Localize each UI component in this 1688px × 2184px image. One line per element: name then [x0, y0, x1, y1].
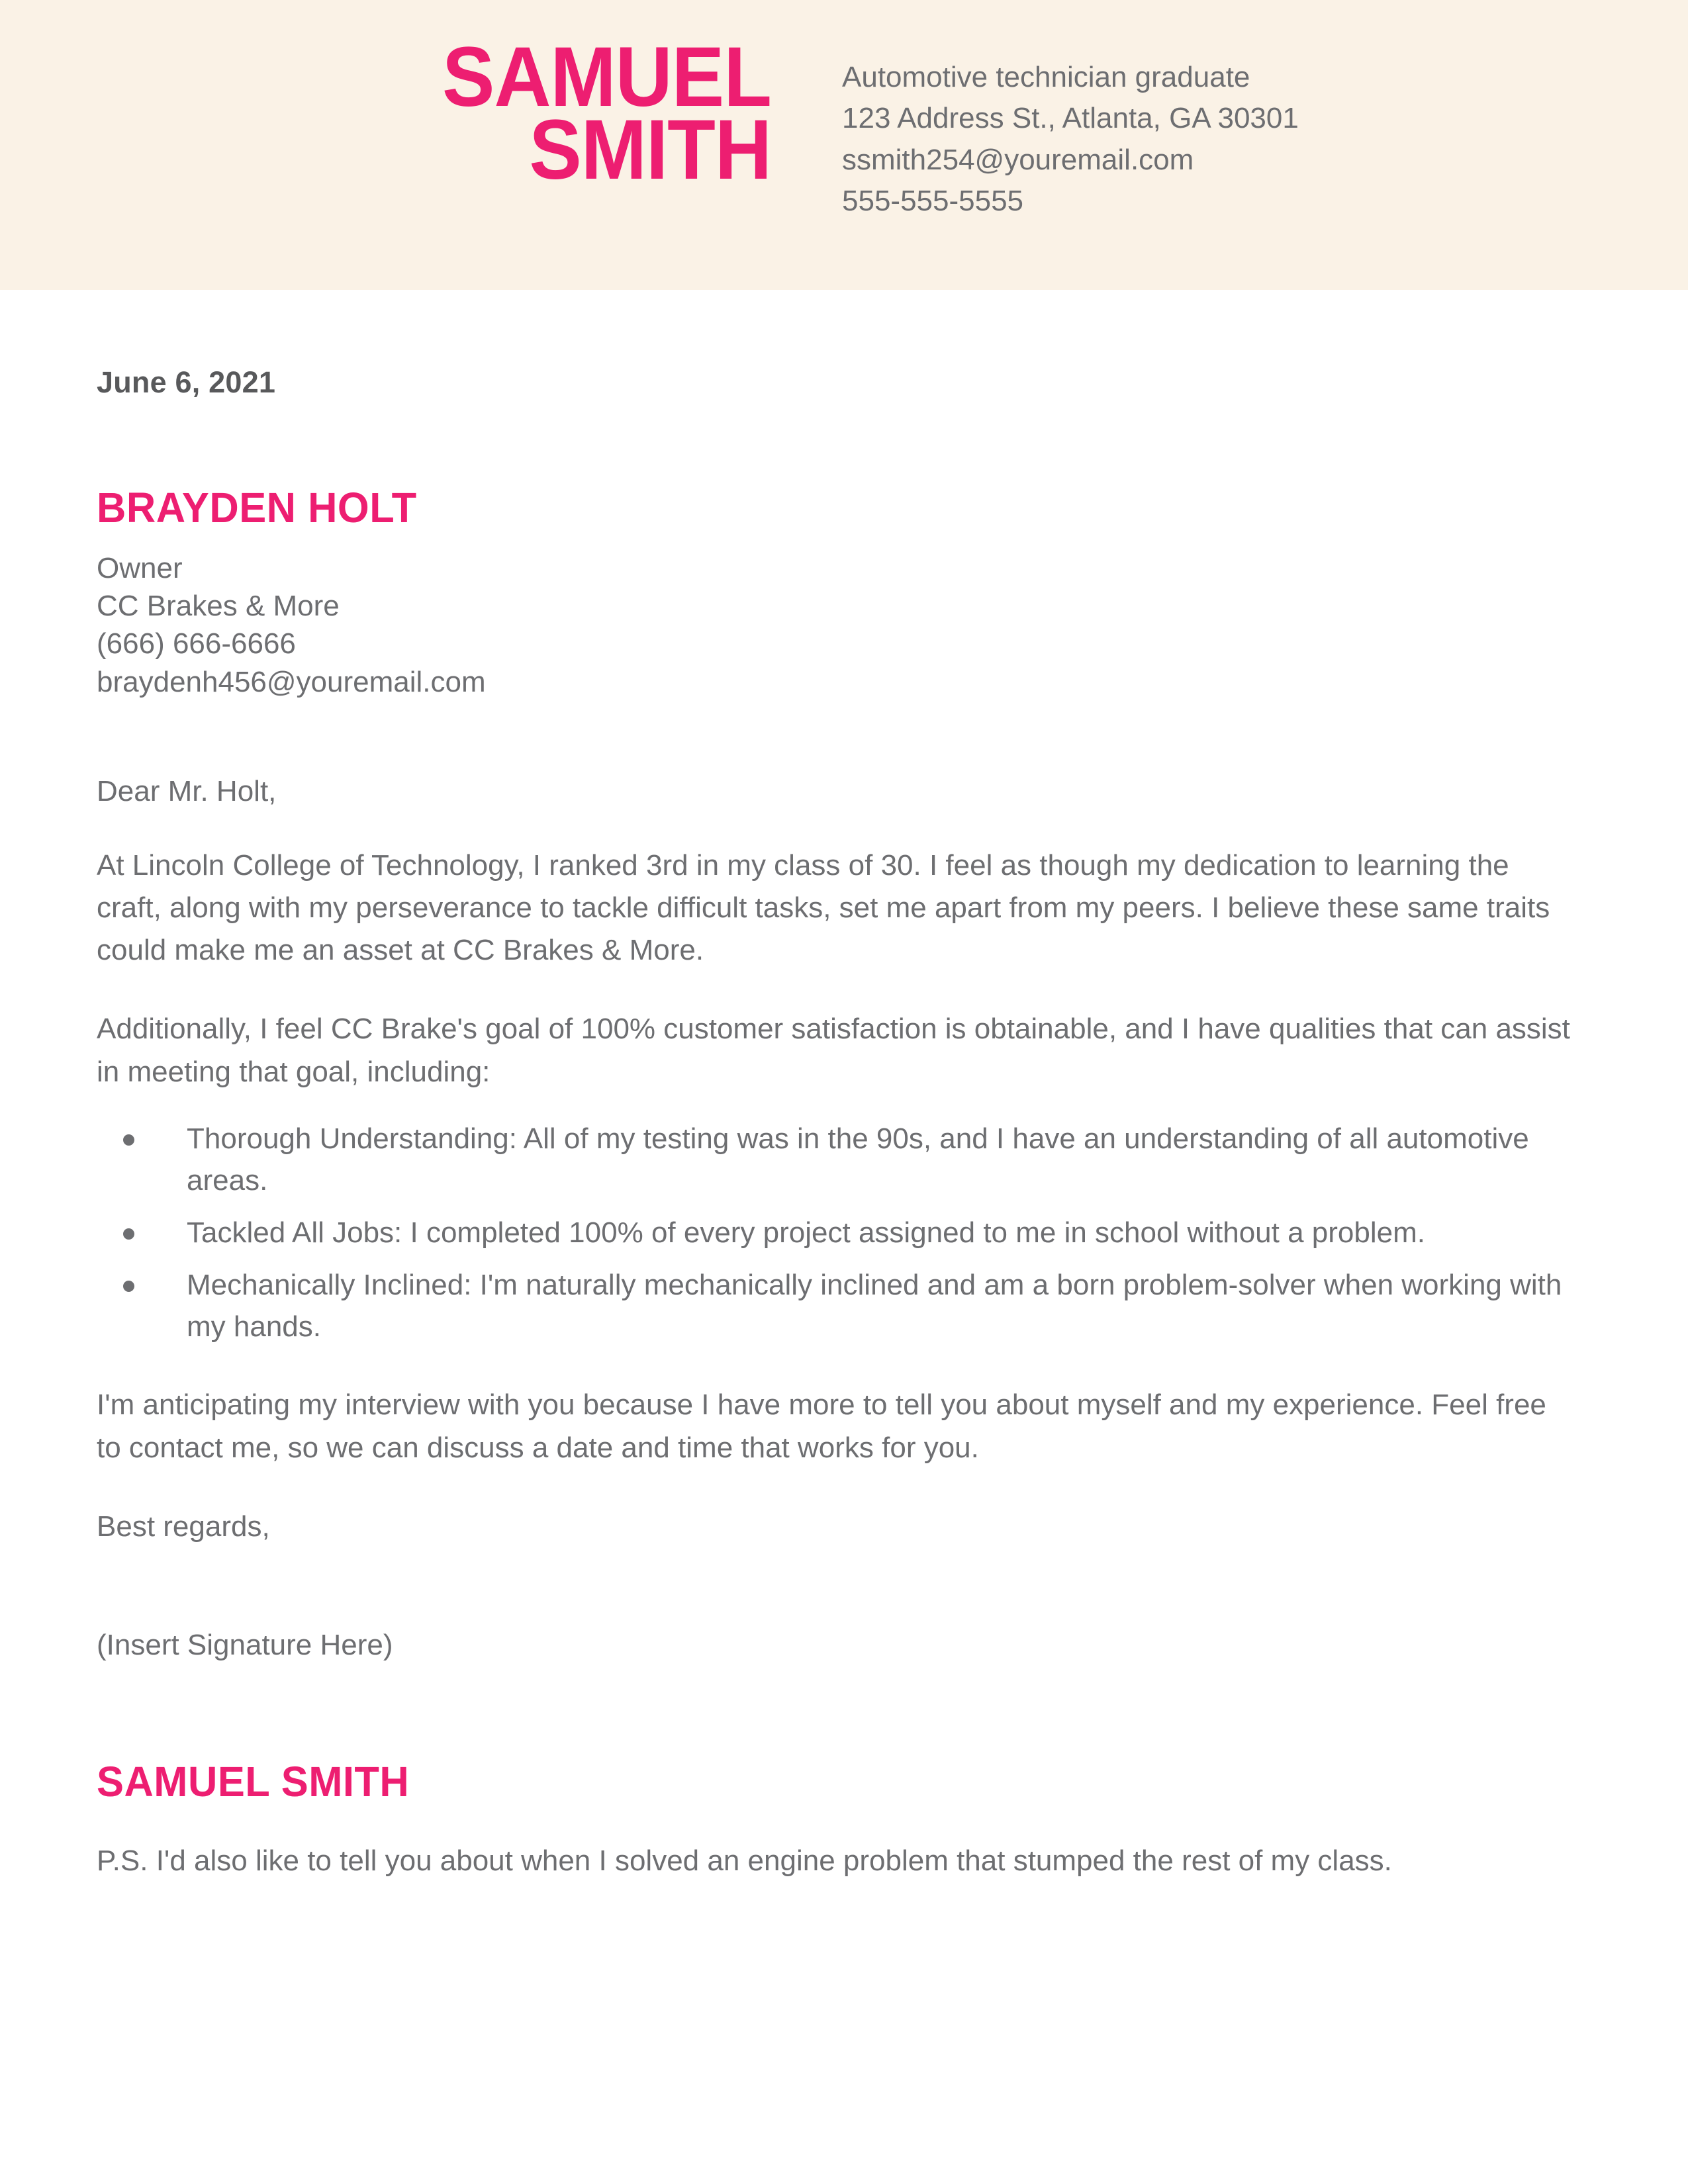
- closing-salutation: Best regards,: [97, 1510, 270, 1543]
- salutation: Dear Mr. Holt,: [97, 774, 277, 807]
- applicant-phone: 555-555-5555: [842, 185, 1024, 218]
- applicant-contact-block: [842, 57, 1299, 222]
- paragraph-2: Additionally, I feel CC Brake's goal of 100% customer satisfaction is obtainable, and I have qualities that can assist in meeting that goal, including:: [97, 1013, 1570, 1088]
- list-item-text: Tackled All Jobs: I completed 100% of every project assigned to me in school without a problem.: [187, 1216, 1425, 1249]
- signer-name: SAMUEL SMITH: [97, 1758, 410, 1806]
- recipient-name: BRAYDEN HOLT: [97, 484, 417, 531]
- list-item: [97, 1212, 1573, 1254]
- applicant-last-name: SMITH: [529, 103, 771, 198]
- applicant-job-title: Automotive technician graduate: [842, 61, 1250, 93]
- list-item: [97, 1118, 1573, 1202]
- list-item-text: Mechanically Inclined: I'm naturally mechanically inclined and am a born problem-solver when working with my hands.: [187, 1268, 1562, 1343]
- bullet-dot-icon: [123, 1134, 134, 1146]
- list-item: [97, 1265, 1573, 1348]
- letterhead-header: [0, 0, 1688, 290]
- paragraph-3: I'm anticipating my interview with you because I have more to tell you about myself and my experience. Feel free to contact me, so we can discuss a date and time that works for you.: [97, 1388, 1546, 1464]
- recipient-job-title: Owner: [97, 552, 183, 584]
- bullet-dot-icon: [123, 1281, 134, 1292]
- recipient-company: CC Brakes & More: [97, 590, 340, 623]
- paragraph-1: At Lincoln College of Technology, I ranked 3rd in my class of 30. I feel as though my dedication to learning the craft, along with my perseverance to tackle difficult tasks, set me apart from my peers. I believe these same traits could make me an asset at CC Brakes & More.: [97, 848, 1550, 967]
- letter-date: June 6, 2021: [97, 365, 276, 399]
- signature-placeholder: (Insert Signature Here): [97, 1629, 393, 1662]
- applicant-first-name: SAMUEL: [442, 30, 771, 124]
- qualities-list: [97, 1118, 1573, 1348]
- recipient-phone: (666) 666-6666: [97, 627, 296, 660]
- recipient-email: braydenh456@youremail.com: [97, 665, 486, 698]
- recipient-details: [97, 549, 1591, 701]
- applicant-name-block: [0, 30, 771, 198]
- applicant-address: 123 Address St., Atlanta, GA 30301: [842, 102, 1299, 135]
- postscript: P.S. I'd also like to tell you about when I solved an engine problem that stumped the rest of my class.: [97, 1844, 1392, 1878]
- letter-body: [0, 365, 1688, 1882]
- list-item-text: Thorough Understanding: All of my testing was in the 90s, and I have an understanding of all automotive areas.: [187, 1122, 1529, 1197]
- bullet-dot-icon: [123, 1228, 134, 1240]
- applicant-email: ssmith254@youremail.com: [842, 143, 1194, 176]
